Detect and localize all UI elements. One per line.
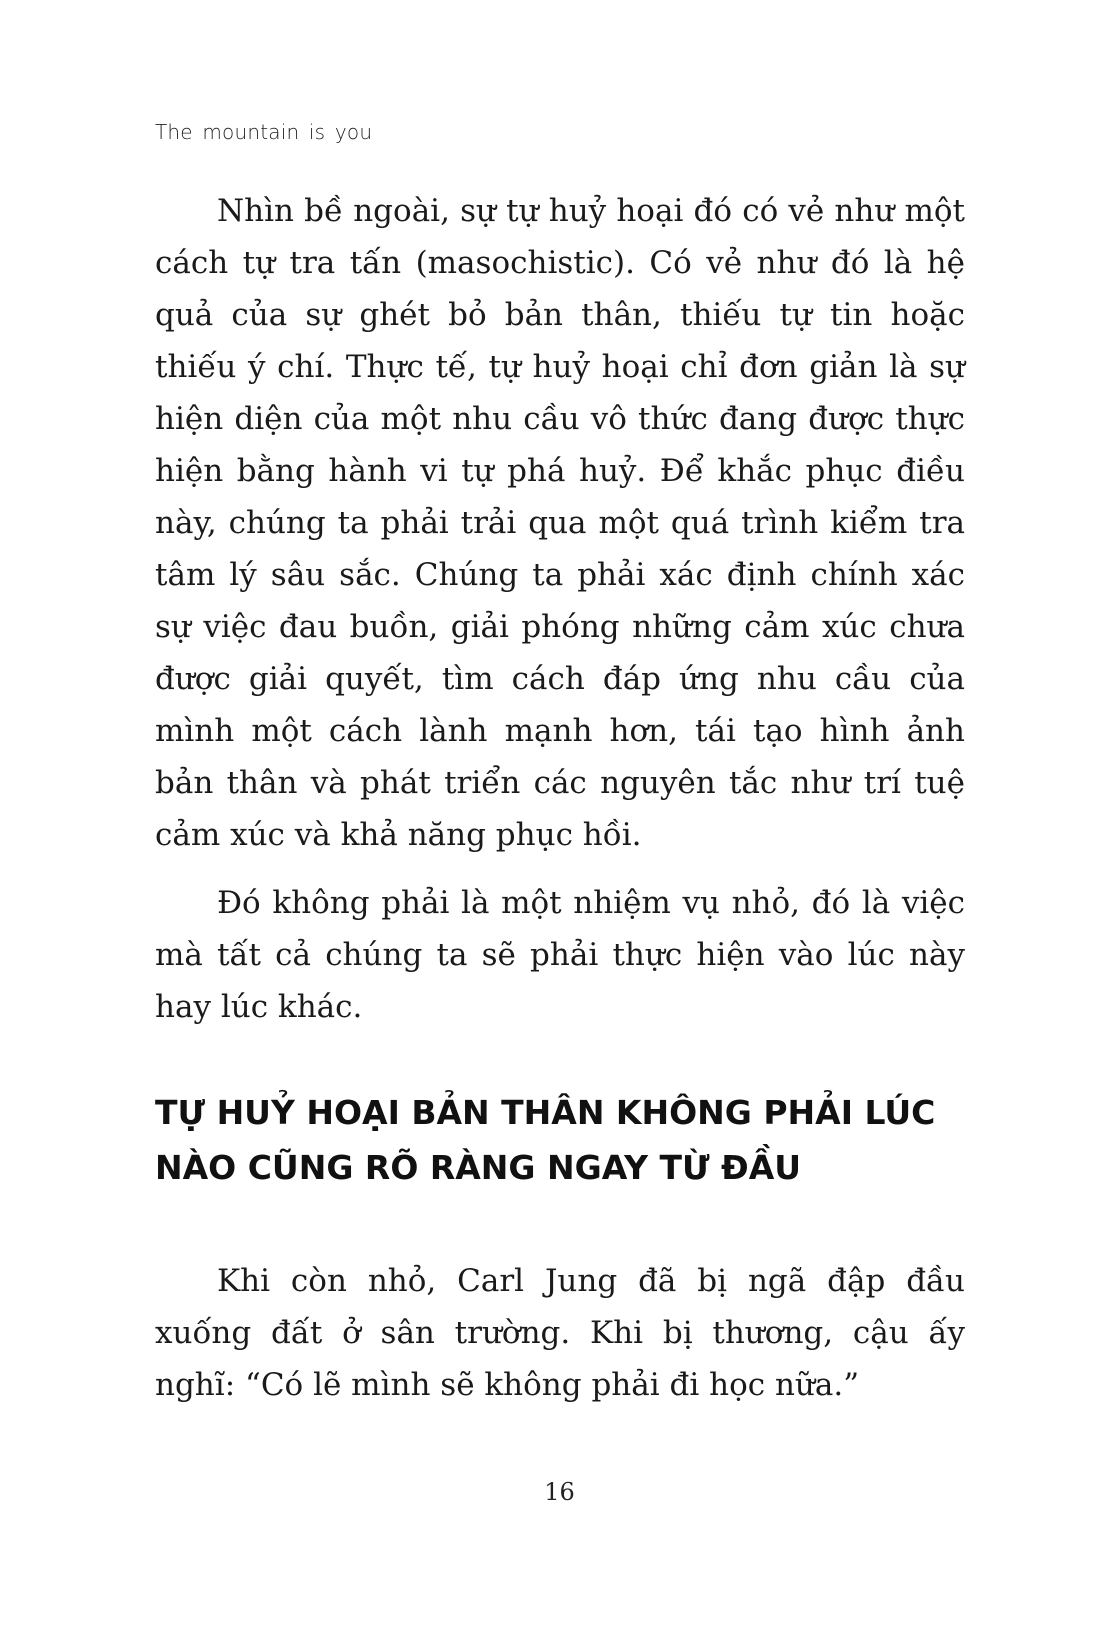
page-body xyxy=(155,185,965,1411)
body-paragraph-3: Khi còn nhỏ, Carl Jung đã bị ngã đập đầu xuống đất ở sân trường. Khi bị thương, cậu ấy nghĩ: “Có lẽ mình sẽ không phải đi học nữa.” xyxy=(155,1263,965,1403)
section-heading: TỰ HUỶ HOẠI BẢN THÂN KHÔNG PHẢI LÚC NÀO CŨNG RÕ RÀNG NGAY TỪ ĐẦU xyxy=(155,1093,936,1187)
running-header: The mountain is you xyxy=(155,120,373,144)
body-paragraph-1: Nhìn bề ngoài, sự tự huỷ hoại đó có vẻ như một cách tự tra tấn (masochistic). Có vẻ như đó là hệ quả của sự ghét bỏ bản thân, thiếu tự tin hoặc thiếu ý chí. Thực tế, tự huỷ hoại chỉ đơn giản là sự hiện diện của một nhu cầu vô thức đang được thực hiện bằng hành vi tự phá huỷ. Để khắc phục điều này, chúng ta phải trải qua một quá trình kiểm tra tâm lý sâu sắc. Chúng ta phải xác định chính xác sự việc đau buồn, giải phóng những cảm xúc chưa được giải quyết, tìm cách đáp ứng nhu cầu của mình một cách lành mạnh hơn, tái tạo hình ảnh bản thân và phát triển các nguyên tắc như trí tuệ cảm xúc và khả năng phục hồi. xyxy=(155,193,965,853)
page-number: 16 xyxy=(544,1478,575,1506)
body-paragraph-2: Đó không phải là một nhiệm vụ nhỏ, đó là việc mà tất cả chúng ta sẽ phải thực hiện vào lúc này hay lúc khác. xyxy=(155,885,965,1025)
